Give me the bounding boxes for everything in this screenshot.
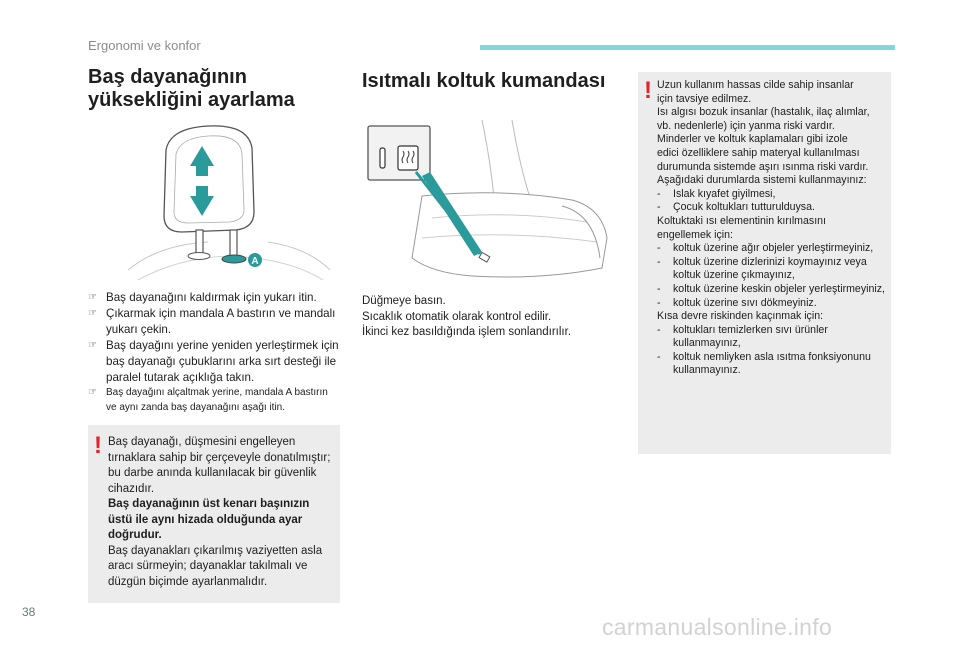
warning-line: Kısa devre riskinden kaçınmak için: xyxy=(657,310,824,323)
warning-paragraph-1: Baş dayanağı, düşmesini engelleyen tırnaklara sahip bir çerçeveyle donatılmıştır; bu darbe anında kullanılacak bir güvenlik cihazıdır. xyxy=(108,436,331,495)
warning-icon: ! xyxy=(644,77,652,104)
bullet-marker-icon: ☞ xyxy=(88,340,97,351)
warning-line: Uzun kullanım hassas cilde sahip insanlar xyxy=(657,79,854,91)
warning-line: vb. nedenlerle) için yanma riski vardır. xyxy=(657,119,835,132)
warning-line: için tavsiye edilmez. xyxy=(657,92,752,105)
list-item: - koltuk üzerine dizlerinizi koymayınız veya koltuk üzerine çıkmayınız, xyxy=(657,255,867,282)
watermark: carmanualsonline.info xyxy=(602,614,833,640)
bullet-marker-icon: ☞ xyxy=(88,308,97,319)
heated-seat-line-2: Sıcaklık otomatik olarak kontrol edilir. xyxy=(362,310,552,323)
headrest-title-line2: yüksekliğini ayarlama xyxy=(88,89,295,111)
list-item: ☞ Baş dayağını alçaltmak yerine, mandala A bastırın ve aynı zanda baş dayanağını aşağı itin. xyxy=(88,387,328,413)
list-item: - koltuk üzerine ağır objeler yerleştirmeyiniz, xyxy=(657,242,874,255)
list-item: ☞ Baş dayağını yerine yeniden yerleştirmek için baş dayanağı çubuklarını arka sırt desteği ile paralel tutarak açıklığa takın. xyxy=(88,339,339,384)
list-item: - koltuk nemliyken asla ısıtma fonksiyonunu kullanmayınız. xyxy=(657,350,871,377)
heated-seat-line-1: Düğmeye basın. xyxy=(362,295,446,307)
list-item: ☞ Baş dayanağını kaldırmak için yukarı itin. xyxy=(88,291,317,304)
headrest-title-line1: Baş dayanağının xyxy=(88,66,247,88)
warning-line: Isı algısı bozuk insanlar (hastalık, ilaç alımlar, xyxy=(657,106,870,119)
warning-line: Koltuktaki ısı elementinin kırılmasını xyxy=(657,214,826,227)
warning-line: durumunda sistemde aşırı ısınma riski vardır. xyxy=(657,160,869,173)
warning-line: Minderler ve koltuk kaplamaları gibi izole xyxy=(657,133,848,146)
heated-seat-title: Isıtmalı koltuk kumandası xyxy=(362,70,606,92)
warning-paragraph-2: Baş dayanağının üst kenarı başınızın üstü ile aynı hizada olduğunda ayar doğrudur. xyxy=(108,498,310,541)
list-item: - koltuk üzerine keskin objeler yerleştirmeyiniz, xyxy=(657,282,885,295)
warning-icon: ! xyxy=(94,432,102,459)
list-item: - Islak kıyafet giyilmesi, xyxy=(657,187,776,200)
warning-paragraph-3: Baş dayanakları çıkarılmış vaziyetten asla aracı sürmeyin; dayanaklar takılmalı ve düzgün biçimde ayarlanmalıdır. xyxy=(108,544,323,588)
heated-seat-line-3: İkinci kez basıldığında işlem sonlandırılır. xyxy=(362,326,572,338)
callout-a-label: A xyxy=(251,256,259,267)
headrest-warning-box xyxy=(88,425,340,603)
heated-seat-illustration xyxy=(362,118,616,280)
heated-seat-warning-box xyxy=(638,72,891,454)
bullet-marker-icon: ☞ xyxy=(88,292,97,303)
list-item: - koltukları temizlerken sıvı ürünler kullanmayınız, xyxy=(657,323,828,350)
list-item: - koltuk üzerine sıvı dökmeyiniz. xyxy=(657,296,817,309)
warning-line: engellemek için: xyxy=(657,228,733,241)
heated-seat-text xyxy=(362,294,624,341)
list-item: - Çocuk koltukları tutturulduysa. xyxy=(657,201,815,214)
list-item: ☞ Çıkarmak için mandala A bastırın ve mandalı yukarı çekin. xyxy=(88,307,336,336)
page-number: 38 xyxy=(22,605,36,619)
headrest-title xyxy=(88,66,348,112)
headrest-illustration xyxy=(118,120,340,280)
headrest-instructions xyxy=(88,290,340,415)
bullet-marker-icon: ☞ xyxy=(88,387,97,398)
warning-line: Aşağıdaki durumlarda sistemi kullanmayınız: xyxy=(657,174,867,187)
section-accent-bar xyxy=(480,45,895,50)
section-title: Ergonomi ve konfor xyxy=(88,38,201,53)
warning-line: edici özelliklere sahip materyal kullanılması xyxy=(657,146,860,159)
